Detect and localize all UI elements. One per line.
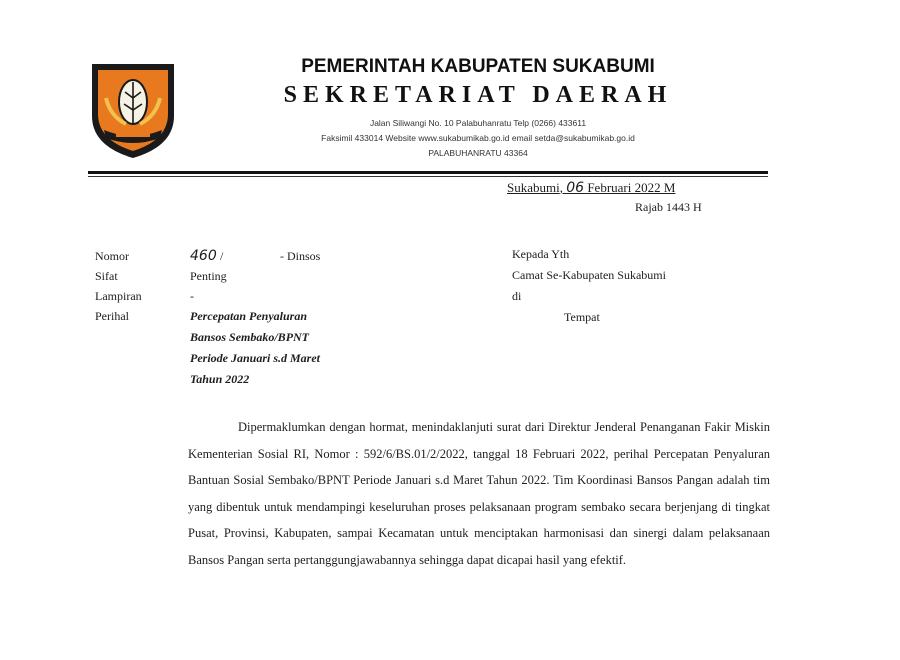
date-month-year: Februari 2022 M (587, 180, 676, 195)
letterhead-city: PALABUHANRATU 43364 (428, 148, 528, 158)
perihal-line: Percepatan Penyaluran (190, 309, 307, 323)
letterhead-government: PEMERINTAH KABUPATEN SUKABUMI (301, 56, 655, 77)
letterhead-contact: Faksimil 433014 Website www.sukabumikab.go.id email setda@sukabumikab.go.id (321, 133, 635, 143)
meta-label: Lampiran (95, 289, 142, 303)
meta-row-lampiran (95, 286, 320, 306)
letterhead-rule-thick (88, 171, 768, 174)
recipient-at: di (512, 289, 522, 303)
meta-value (190, 246, 320, 266)
perihal-line: Tahun 2022 (190, 372, 250, 386)
meta-label: Nomor (95, 249, 129, 263)
letter-meta (95, 246, 320, 390)
letterhead-office: SEKRETARIAT DAERAH (283, 82, 673, 108)
meta-label: Sifat (95, 269, 118, 283)
meta-row-sifat (95, 266, 320, 286)
meta-row-perihal (95, 306, 320, 390)
perihal-line: Bansos Sembako/BPNT (190, 330, 310, 344)
recipient-name: Camat Se-Kabupaten Sukabumi (512, 268, 666, 282)
nomor-handwritten: 460 (190, 248, 217, 264)
letter-body-paragraph: Dipermaklumkan dengan hormat, menindaklanjuti surat dari Direktur Jenderal Penanganan Fakir Miskin Kementerian Sosial RI, Nomor : 592/6/BS.01/2/2022, tanggal 18 Februari 2022, perihal Percepatan Penyaluran Bantuan Sosial Sembako/BPNT Periode Januari s.d Maret Tahun 2022. Tim Koordinasi Bansos Pangan adalah tim yang dibentuk untuk mendampingi keseluruhan proses pelaksanaan program sembako secara berjenjang di tingkat Pusat, Provinsi, Kabupaten, sampai Kecamatan untuk menciptakan harmonisasi dan sinergi dalam pelaksanaan Bansos Pangan serta pertanggungjawabannya sehingga dapat dicapai hasil yang efektif. (188, 420, 770, 567)
date-day-handwritten: 06 (566, 180, 585, 196)
recipient-salutation: Kepada Yth (512, 247, 570, 261)
date-place: Sukabumi (507, 180, 560, 195)
recipient-block (512, 244, 666, 328)
meta-row-nomor (95, 246, 320, 266)
nomor-suffix: - Dinsos (280, 249, 321, 263)
letter-date: Sukabumi, 06 Februari 2022 M (507, 180, 676, 196)
meta-value: - (190, 289, 194, 303)
letterhead-address: Jalan Siliwangi No. 10 Palabuhanratu Telp (0266) 433611 (369, 118, 587, 128)
meta-value: Penting (190, 269, 227, 283)
kabupaten-emblem-icon (88, 58, 178, 162)
recipient-place: Tempat (564, 310, 600, 324)
perihal-line: Periode Januari s.d Maret (190, 351, 321, 365)
letter-date-hijri: Rajab 1443 H (635, 200, 702, 214)
meta-label: Perihal (95, 309, 129, 323)
nomor-slash: / (220, 249, 224, 263)
perihal-subject (190, 306, 320, 390)
letterhead-rule-thin (88, 176, 768, 177)
